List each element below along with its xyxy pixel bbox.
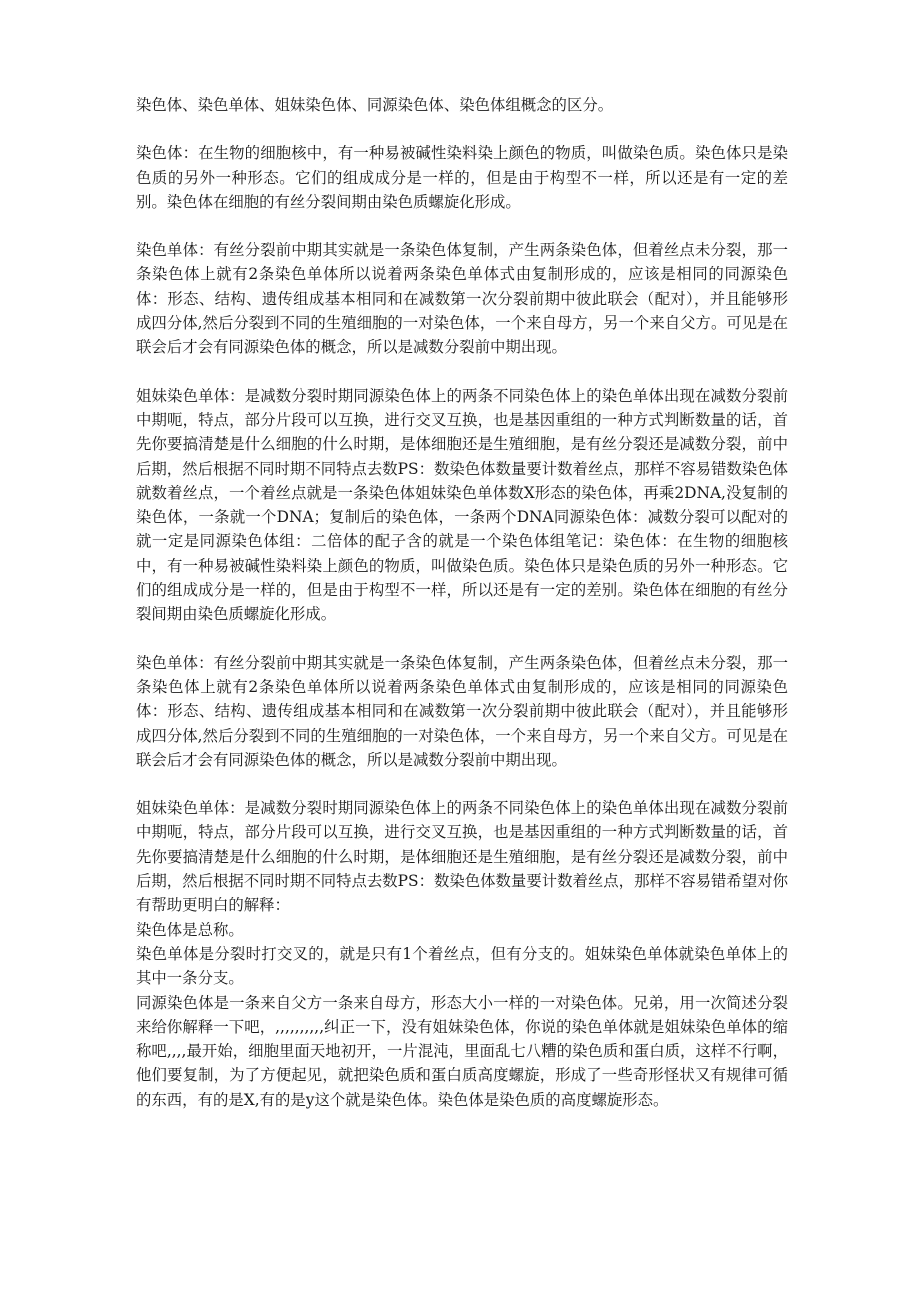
document-title: 染色体、染色单体、姐妹染色体、同源染色体、染色体组概念的区分。 — [136, 96, 614, 114]
final-line-chromatid-branch: 染色单体是分裂时打交叉的，就是只有1个着丝点，但有分支的。姐妹染色单体就染色单体上的其中一条分支。 — [136, 944, 788, 988]
final-line-homologous: 同源染色体是一条来自父方一条来自母方，形态大小一样的一对染色体。兄弟，用一次简述分裂来给你解释一下吧，,,,,,,,,,,纠正一下，没有姐妹染色体，你说的染色单体就是姐妹染色单体的缩称吧,,,,最开始，细胞里面天地初开，一片混沌，里面乱七八糟的染色质和蛋白质，这样不行啊，他们要复制，为了方便起见，就把染色质和蛋白质高度螺旋，形成了一些奇形怪状又有规律可循的东西，有的是X,有的是y这个就是染色体。染色体是染色质的高度螺旋形态。 — [136, 993, 788, 1109]
final-line-general-term: 染色体是总称。 — [136, 920, 244, 939]
paragraph-sister-chromatid: 姐妹染色单体：是减数分裂时期同源染色体上的两条不同染色体上的染色单体出现在减数分裂前中期呃，特点，部分片段可以互换，进行交叉互换，也是基因重组的一种方式判断数量的话，首先你要搞清楚是什么细胞的什么时期，是体细胞还是生殖细胞，是有丝分裂还是减数分裂，前中后期，然后根据不同时期不同特点去数PS：数染色体数量要计数着丝点，那样不容易错数染色体就数着丝点，一个着丝点就是一条染色体姐妹染色单体数X形态的染色体，再乘2DNA,没复制的染色体，一条就一个DNA；复制后的染色体，一条两个DNA同源染色体：减数分裂可以配对的就一定是同源染色体组：二倍体的配子含的就是一个染色体组笔记：染色体：在生物的细胞核中，有一种易被碱性染料染上颜色的物质，叫做染色质。染色体只是染色质的另外一种形态。它们的组成成分是一样的，但是由于构型不一样，所以还是有一定的差别。染色体在细胞的有丝分裂间期由染色质螺旋化形成。 — [136, 386, 788, 624]
final-block — [136, 796, 788, 1112]
final-line-sister-chromatid: 姐妹染色单体：是减数分裂时期同源染色体上的两条不同染色体上的染色单体出现在减数分裂前中期呃，特点，部分片段可以互换，进行交叉互换，也是基因重组的一种方式判断数量的话，首先你要搞清楚是什么细胞的什么时期，是体细胞还是生殖细胞，是有丝分裂还是减数分裂，前中后期，然后根据不同时期不同特点去数PS：数染色体数量要计数着丝点，那样不容易错希望对你有帮助更明白的解释： — [136, 799, 788, 915]
paragraph-chromatid: 染色单体：有丝分裂前中期其实就是一条染色体复制，产生两条染色体，但着丝点未分裂，那一条染色体上就有2条染色单体所以说着两条染色单体式由复制形成的，应该是相同的同源染色体：形态、结构、遗传组成基本相同和在减数第一次分裂前期中彼此联会（配对），并且能够形成四分体,然后分裂到不同的生殖细胞的一对染色体，一个来自母方，另一个来自父方。可见是在联会后才会有同源染色体的概念，所以是减数分裂前中期出现。 — [136, 241, 788, 357]
document-page — [136, 93, 788, 1112]
paragraph-chromosome: 染色体：在生物的细胞核中，有一种易被碱性染料染上颜色的物质，叫做染色质。染色体只是染色质的另外一种形态。它们的组成成分是一样的，但是由于构型不一样，所以还是有一定的差别。染色体在细胞的有丝分裂间期由染色质螺旋化形成。 — [136, 144, 788, 211]
paragraph-chromatid-repeat: 染色单体：有丝分裂前中期其实就是一条染色体复制，产生两条染色体，但着丝点未分裂，那一条染色体上就有2条染色单体所以说着两条染色单体式由复制形成的，应该是相同的同源染色体：形态、结构、遗传组成基本相同和在减数第一次分裂前期中彼此联会（配对），并且能够形成四分体,然后分裂到不同的生殖细胞的一对染色体，一个来自母方，另一个来自父方。可见是在联会后才会有同源染色体的概念，所以是减数分裂前中期出现。 — [136, 653, 788, 769]
